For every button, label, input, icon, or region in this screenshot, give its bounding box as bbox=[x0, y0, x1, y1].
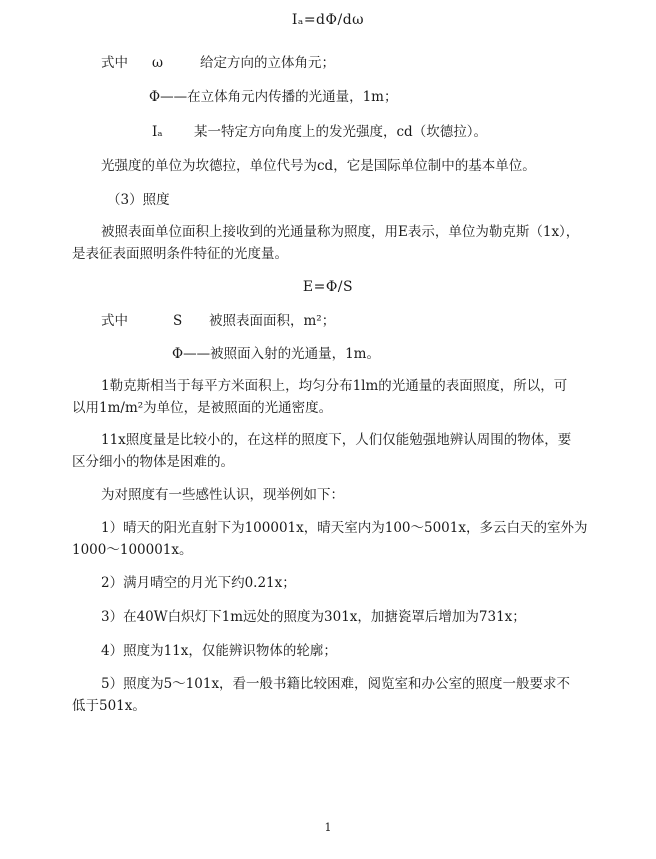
intensity-description: 某一特定方向角度上的发光强度，cd（坎德拉）。 bbox=[194, 124, 487, 140]
where-label: 式中 bbox=[101, 55, 128, 71]
formula-illuminance: E=Φ/S bbox=[302, 279, 354, 295]
example-5-line-1: 5）照度为5～101x，看一般书籍比较困难，阅览室和办公室的照度一般要求不 bbox=[101, 676, 571, 692]
small-illuminance-note-line-2: 区分细小的物体是困难的。 bbox=[72, 454, 234, 470]
omega-symbol: ω bbox=[152, 55, 164, 71]
illuminance-definition-line-1: 被照表面单位面积上接收到的光通量称为照度，用E表示，单位为勒克斯（1x）， bbox=[101, 224, 580, 240]
example-intro: 为对照度有一些感性认识，现举例如下： bbox=[101, 487, 344, 503]
omega-description: 给定方向的立体角元； bbox=[200, 55, 335, 71]
section-heading-illuminance: （3）照度 bbox=[107, 192, 170, 208]
lux-note-line-1: 1勒克斯相当于每平方米面积上，均匀分布1lm的光通量的表面照度，所以，可 bbox=[101, 378, 568, 394]
s-description: 被照表面面积，m²； bbox=[209, 313, 336, 329]
example-4: 4）照度为11x，仅能辨识物体的轮廓； bbox=[101, 643, 337, 659]
page-number: 1 bbox=[324, 821, 332, 834]
unit-note: 光强度的单位为坎德拉，单位代号为cd，它是国际单位制中的基本单位。 bbox=[101, 158, 536, 174]
small-illuminance-note-line-1: 11x照度量是比较小的，在这样的照度下，人们仅能勉强地辨认周围的物体，要 bbox=[101, 432, 572, 448]
phi-definition-solid-angle: Φ——在立体角元内传播的光通量，1m； bbox=[149, 89, 398, 105]
illuminance-definition-line-2: 是表征表面照明条件特征的光度量。 bbox=[72, 246, 288, 262]
phi-definition-incident: Φ——被照面入射的光通量，1m。 bbox=[172, 346, 380, 362]
example-1-line-2: 1000～100001x。 bbox=[72, 542, 193, 558]
intensity-symbol: Iₐ bbox=[152, 124, 163, 140]
s-symbol: S bbox=[173, 313, 183, 329]
formula-luminous-intensity: Iₐ=dΦ/dω bbox=[291, 12, 365, 28]
where-label-2: 式中 bbox=[101, 313, 128, 329]
example-3: 3）在40W白炽灯下1m远处的照度为301x，加搪瓷罩后增加为731x； bbox=[101, 609, 526, 625]
example-5-line-2: 低于501x。 bbox=[72, 698, 146, 714]
example-1-line-1: 1）晴天的阳光直射下为100001x，晴天室内为100～5001x，多云白天的室外为 bbox=[101, 520, 588, 536]
lux-note-line-2: 以用1m/m²为单位，是被照面的光通密度。 bbox=[72, 400, 333, 416]
example-2: 2）满月晴空的月光下约0.21x； bbox=[101, 575, 296, 591]
